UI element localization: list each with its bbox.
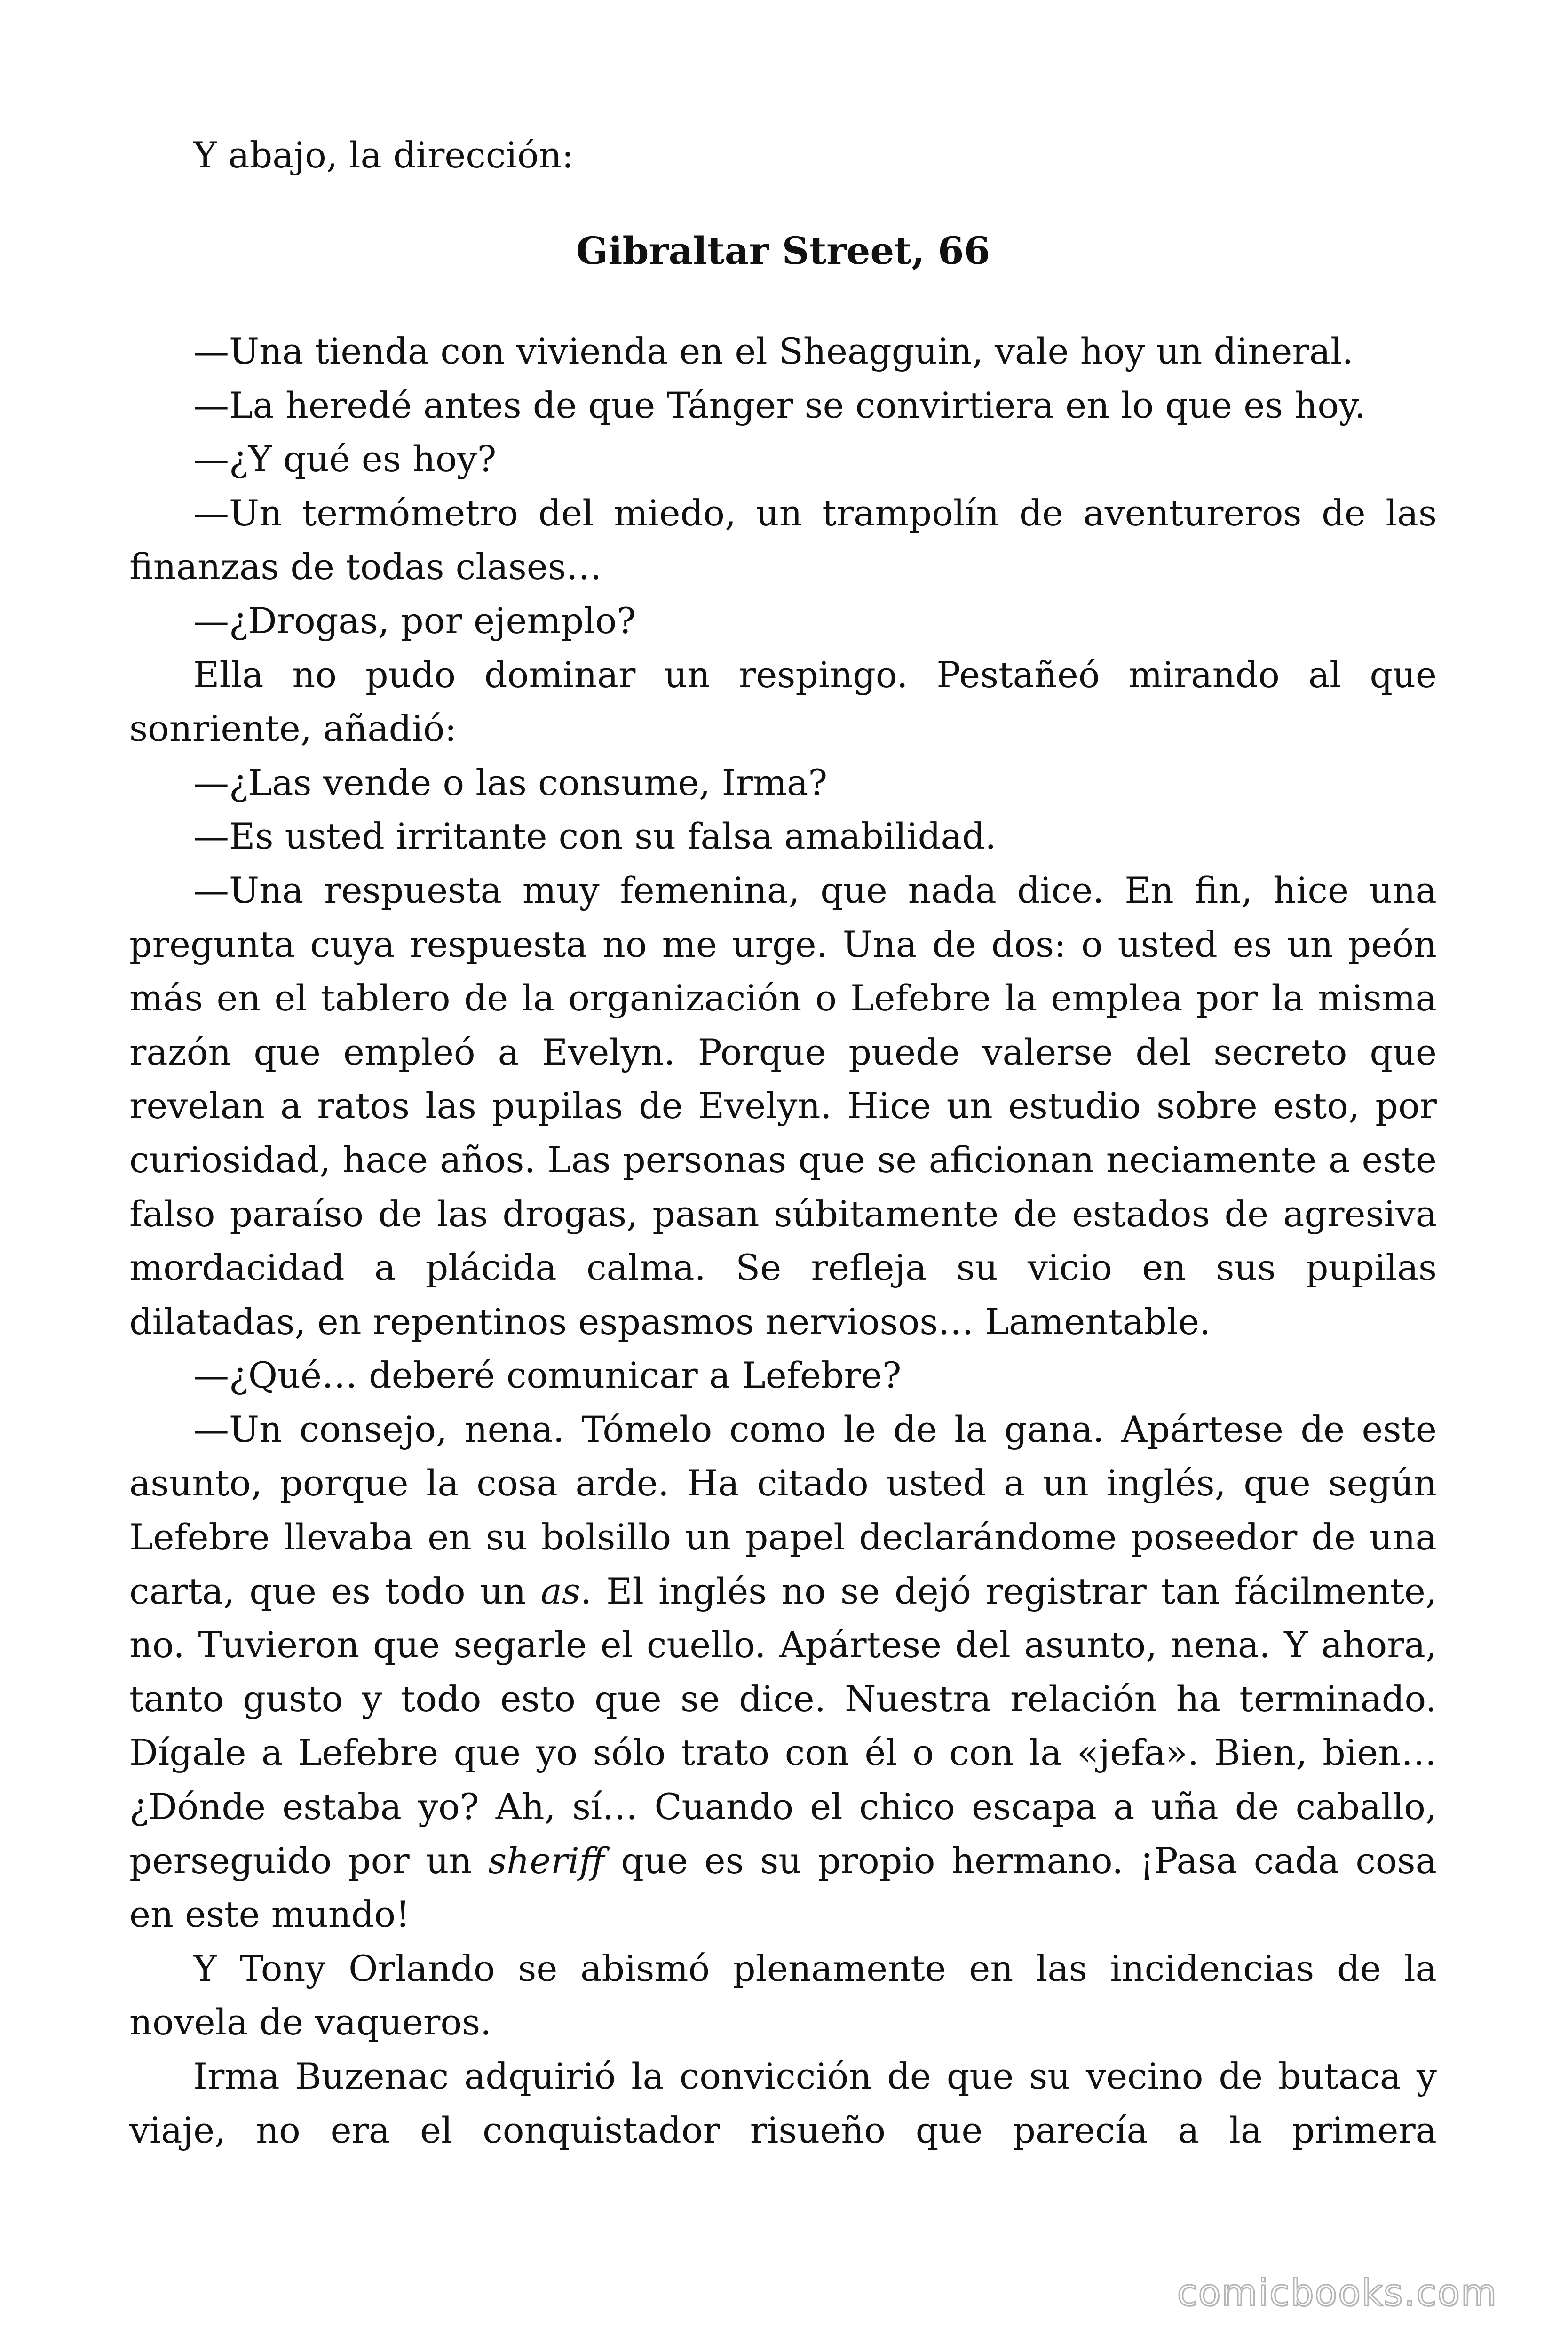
paragraph: —Una tienda con vivienda en el Sheagguin, vale hoy un dineral. xyxy=(193,330,1354,372)
address-heading: Gibraltar Street, 66 xyxy=(576,229,990,273)
paragraph: Ella no pudo dominar un respingo. Pestañeó mirando al que sonriente, añadió: xyxy=(129,653,1437,750)
italic-word: as xyxy=(540,1570,580,1612)
paragraph: —¿Las vende o las consume, Irma? xyxy=(193,761,828,803)
paragraph: Irma Buzenac adquirió la convicción de que su vecino de butaca y viaje, no era el conquistador risueño que parecía a la primera xyxy=(129,2055,1437,2151)
book-page xyxy=(129,0,1437,2352)
paragraph: —Un termómetro del miedo, un trampolín de aventureros de las finanzas de todas clases… xyxy=(129,492,1437,588)
watermark-logo: comicbooks.com xyxy=(1177,2272,1497,2314)
paragraph: —Es usted irritante con su falsa amabilidad. xyxy=(193,815,997,858)
paragraph: —¿Drogas, por ejemplo? xyxy=(193,599,636,642)
paragraph: —Una respuesta muy femenina, que nada dice. En fin, hice una pregunta cuya respuesta no me urge. Una de dos: o usted es un peón más en el tablero de la organización o Lefebre la emplea por la misma razón que empleó a Evelyn. Porque puede valerse del secreto que revelan a ratos las pupilas de Evelyn. Hice un estudio sobre esto, por curiosidad, hace años. Las personas que se aficionan neciamente a este falso paraíso de las drogas, pasan súbitamente de estados de agresiva mordacidad a plácida calma. Se refleja su vicio en sus pupilas dilatadas, en repentinos espasmos nerviosos… Lamentable. xyxy=(129,869,1437,1343)
paragraph: —¿Y qué es hoy? xyxy=(193,438,497,480)
text-run: —Un consejo, nena. Tómelo como le de la gana. Apártese de este asunto, porque la cosa arde. Ha citado usted a un inglés, que según Lefebre llevaba en su bolsillo un papel declarándome poseedor de una carta, que es todo un xyxy=(129,1408,1437,1612)
paragraph: —¿Qué… deberé comunicar a Lefebre? xyxy=(193,1354,902,1397)
body-text xyxy=(129,325,1437,2157)
italic-word: sheriff xyxy=(488,1839,605,1882)
text-run: . El inglés no se dejó registrar tan fácilmente, no. Tuvieron que segarle el cuello. Apártese del asunto, nena. Y ahora, tanto gusto y todo esto que se dice. Nuestra relación ha terminado. Dígale a Lefebre que yo sólo trato con él o con la «jefa». Bien, bien… ¿Dónde estaba yo? Ah, sí… Cuando el chico escapa a uña de caballo, perseguido por un xyxy=(129,1570,1437,1882)
paragraph: —La heredé antes de que Tánger se convirtiera en lo que es hoy. xyxy=(193,384,1366,426)
text-run: que es su propio hermano. ¡Pasa cada cosa en este mundo! xyxy=(129,1839,1437,1936)
intro-line: Y abajo, la dirección: xyxy=(193,134,574,176)
paragraph-consejo xyxy=(129,1403,1437,1942)
paragraph: Y Tony Orlando se abismó plenamente en las incidencias de la novela de vaqueros. xyxy=(129,1947,1437,2043)
